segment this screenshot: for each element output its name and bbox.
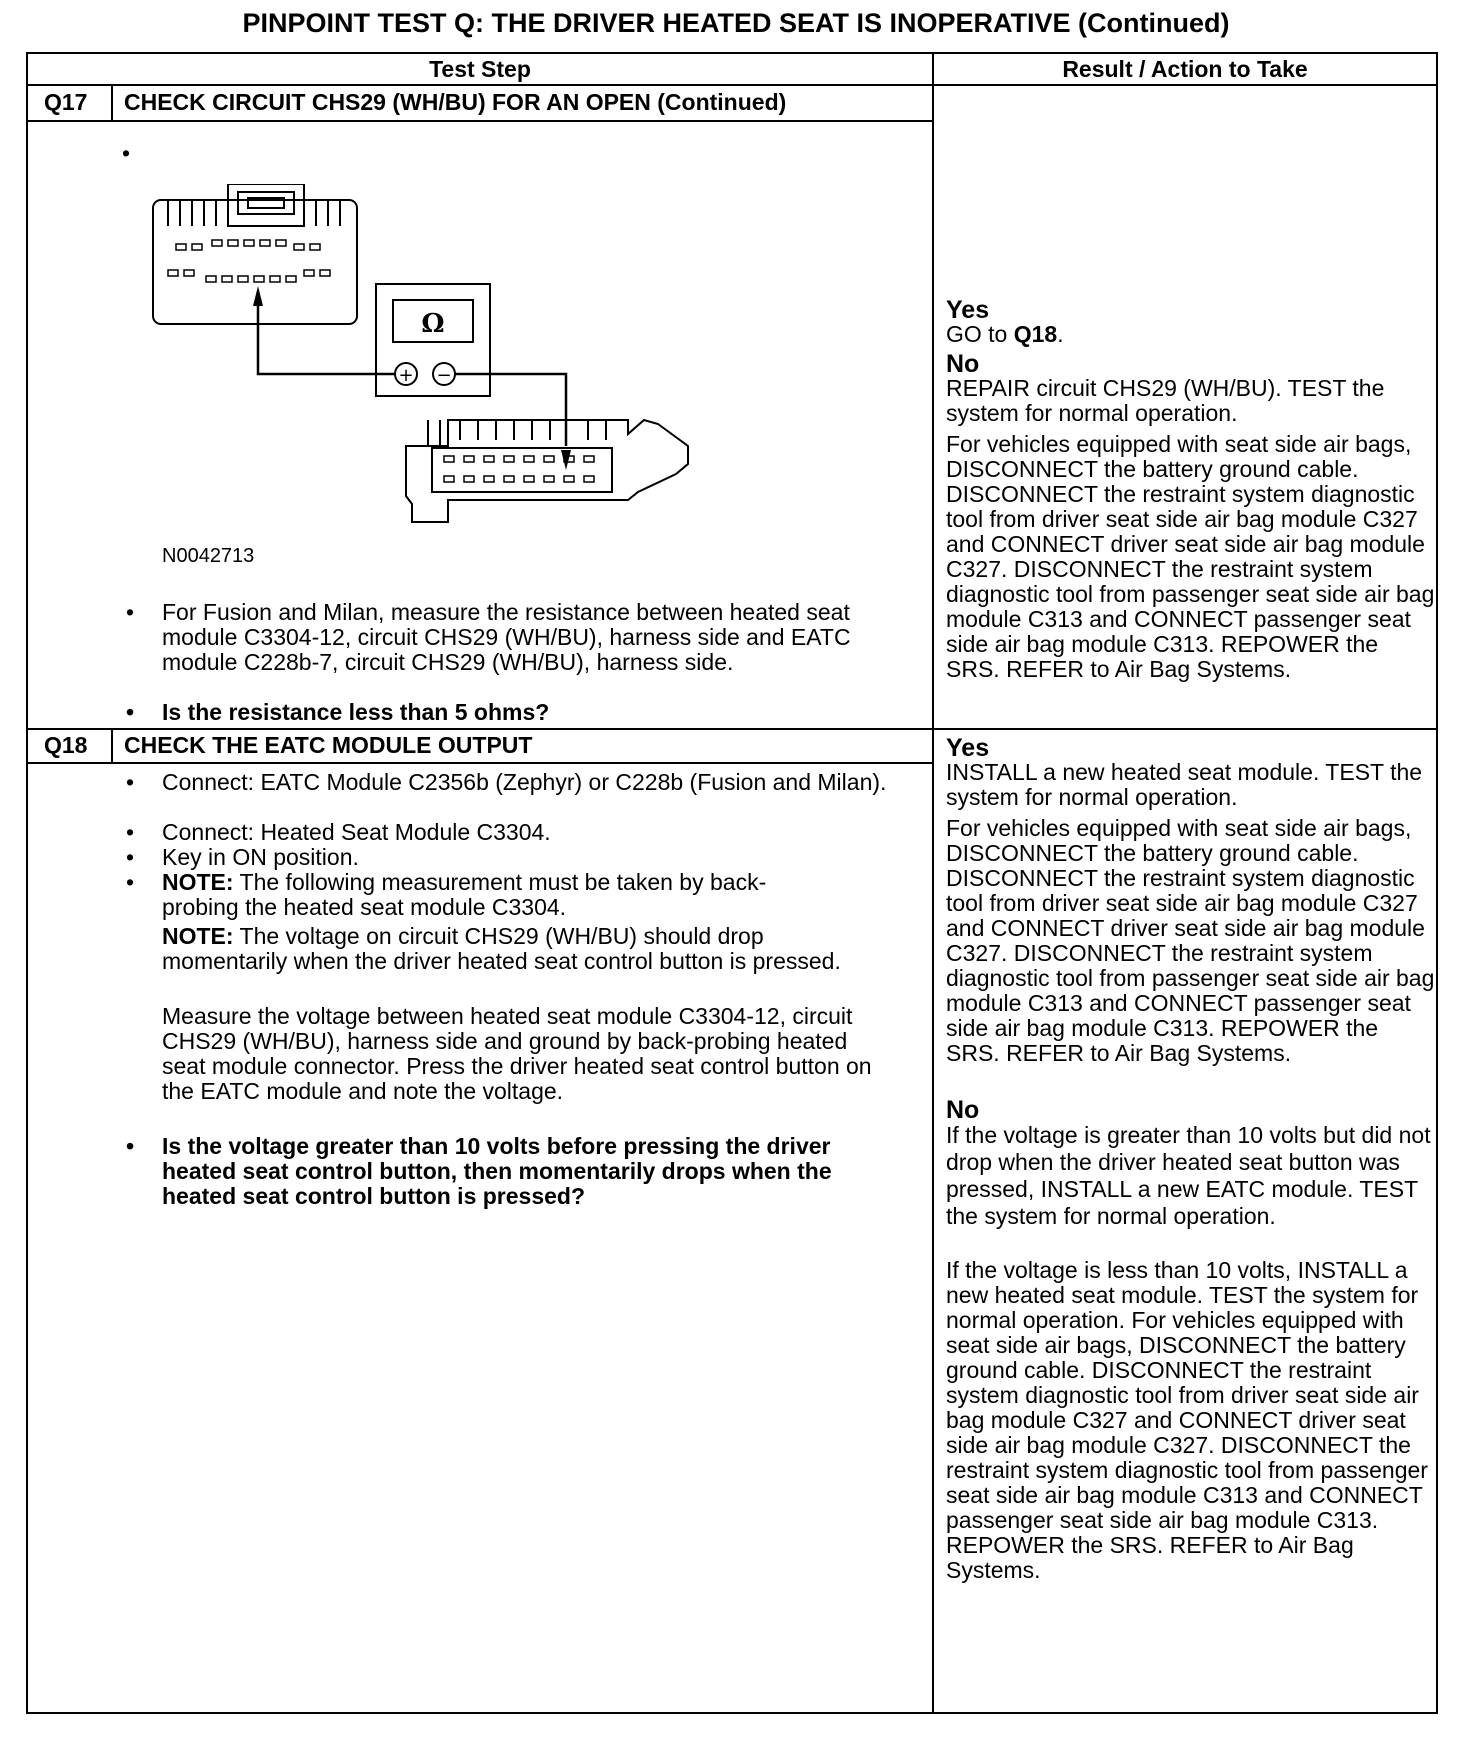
- minus-terminal: −: [436, 365, 452, 386]
- q18-question: • Is the voltage greater than 10 volts before pressing the driver heated seat control button, then momentarily drops when the heated seat control button is pressed?: [126, 1133, 832, 1209]
- q18-note-2-text: The voltage on circuit CHS29 (WH/BU) should drop momentarily when the driver heated seat control button is pressed.: [162, 923, 841, 974]
- q17-no-note: For vehicles equipped with seat side air bags, DISCONNECT the battery ground cable. DISCONNECT the restraint system diagnostic tool from driver seat side air bag module C327 and CONNECT driver seat side air bag module C327. DISCONNECT the restraint system diagnostic tool from passenger seat side air bag module C313 and CONNECT passenger seat side air bag module C313. REPOWER the SRS. REFER to Air Bag Systems.: [946, 431, 1435, 682]
- page-title: PINPOINT TEST Q: THE DRIVER HEATED SEAT IS INOPERATIVE (Continued): [242, 8, 1230, 38]
- q18-yes-label: Yes: [946, 734, 990, 762]
- column-divider: [932, 54, 934, 1712]
- q18-no-text-1: If the voltage is greater than 10 volts but did not drop when the driver heated seat button was pressed, INSTALL a new EATC module. TEST the system for normal operation.: [946, 1122, 1431, 1229]
- q18-title-divider: [28, 762, 933, 764]
- note-label: NOTE:: [162, 869, 234, 895]
- q18-no-label: No: [946, 1096, 980, 1124]
- q18-step-2: • Connect: Heated Seat Module C3304.: [126, 819, 551, 845]
- pinpoint-test-table: [26, 52, 1438, 1714]
- q18-title: CHECK THE EATC MODULE OUTPUT: [124, 732, 533, 758]
- q17-no-text: REPAIR circuit CHS29 (WH/BU). TEST the system for normal operation.: [946, 375, 1385, 426]
- q17-no-label: No: [946, 350, 980, 378]
- eatc-connector: [406, 420, 688, 522]
- header-result: Result / Action to Take: [1062, 56, 1308, 82]
- q17-id: Q17: [44, 89, 88, 115]
- q18-question-text: Is the voltage greater than 10 volts before pressing the driver heated seat control button, then momentarily drops when the heated seat control button is pressed?: [162, 1133, 832, 1209]
- q18-step-1: • Connect: EATC Module C2356b (Zephyr) or C228b (Fusion and Milan).: [126, 769, 887, 795]
- q18-id: Q18: [44, 732, 88, 758]
- q17-yes-label: Yes: [946, 296, 990, 324]
- q17-title: CHECK CIRCUIT CHS29 (WH/BU) FOR AN OPEN (Continued): [124, 89, 787, 115]
- q17-question-text: Is the resistance less than 5 ohms?: [162, 699, 550, 725]
- q17-step-1-text: For Fusion and Milan, measure the resistance between heated seat module C3304-12, circuit CHS29 (WH/BU), harness side and EATC module C228b-7, circuit CHS29 (WH/BU), harness side.: [162, 599, 851, 675]
- connector-diagram: [148, 184, 788, 524]
- q18-note-2: [162, 924, 842, 974]
- q17-empty-bullet: •: [122, 140, 131, 166]
- q18-no-text-2: If the voltage is less than 10 volts, INSTALL a new heated seat module. TEST the system for normal operation. For vehicles equipped with seat side air bags, DISCONNECT the battery ground cable. DISCONNECT the restraint system diagnostic tool from driver seat side air bag module C327 and CONNECT driver seat side air bag module C327. DISCONNECT the restraint system diagnostic tool from passenger seat side air bag module C313 and CONNECT passenger seat side air bag module C313. REPOWER the SRS. REFER to Air Bag Systems.: [946, 1257, 1428, 1583]
- q17-step-1: • For Fusion and Milan, measure the resistance between heated seat module C3304-12, circuit CHS29 (WH/BU), harness side and EATC module C228b-7, circuit CHS29 (WH/BU), harness side.: [126, 599, 851, 675]
- header-divider: [28, 84, 1436, 86]
- header-test-step: Test Step: [429, 56, 531, 82]
- q17-title-divider: [28, 120, 933, 122]
- q17-id-divider: [111, 84, 113, 122]
- q18-step-1-text: Connect: EATC Module C2356b (Zephyr) or C228b (Fusion and Milan).: [162, 769, 887, 795]
- q18-step-2-text: Connect: Heated Seat Module C3304.: [162, 819, 551, 845]
- q18-note-1: • NOTE: The following measurement must be taken by back-probing the heated seat module C3304.: [126, 869, 767, 920]
- q17-yes-text: GO to Q18.: [946, 321, 1064, 347]
- probe-tip-right: [561, 450, 571, 470]
- q18-yes-note: For vehicles equipped with seat side air bags, DISCONNECT the battery ground cable. DISCONNECT the restraint system diagnostic tool from driver seat side air bag module C327 and CONNECT driver seat side air bag module C327. DISCONNECT the restraint system diagnostic tool from passenger seat side air bag module C313 and CONNECT passenger seat side air bag module C313. REPOWER the SRS. REFER to Air Bag Systems.: [946, 815, 1435, 1066]
- q18-note-1-text: The following measurement must be taken by back-probing the heated seat module C3304.: [162, 869, 767, 920]
- q18-yes-text: INSTALL a new heated seat module. TEST the system for normal operation.: [946, 759, 1423, 810]
- ohmmeter: [376, 284, 490, 396]
- q18-step-3-text: Key in ON position.: [162, 844, 359, 870]
- q17-row-divider: [28, 728, 1436, 730]
- ohm-symbol: Ω: [421, 309, 445, 339]
- note-label: NOTE:: [162, 923, 234, 949]
- q18-step-3: • Key in ON position.: [126, 844, 359, 870]
- plus-terminal: +: [398, 365, 414, 386]
- q18-measure: Measure the voltage between heated seat module C3304-12, circuit CHS29 (WH/BU), harness side and ground by back-probing heated seat module connector. Press the driver heated seat control button on the EATC module and note the voltage.: [162, 1003, 872, 1104]
- figure-id: N0042713: [162, 545, 255, 567]
- q18-id-divider: [111, 728, 113, 764]
- q17-question: • Is the resistance less than 5 ohms?: [126, 699, 550, 725]
